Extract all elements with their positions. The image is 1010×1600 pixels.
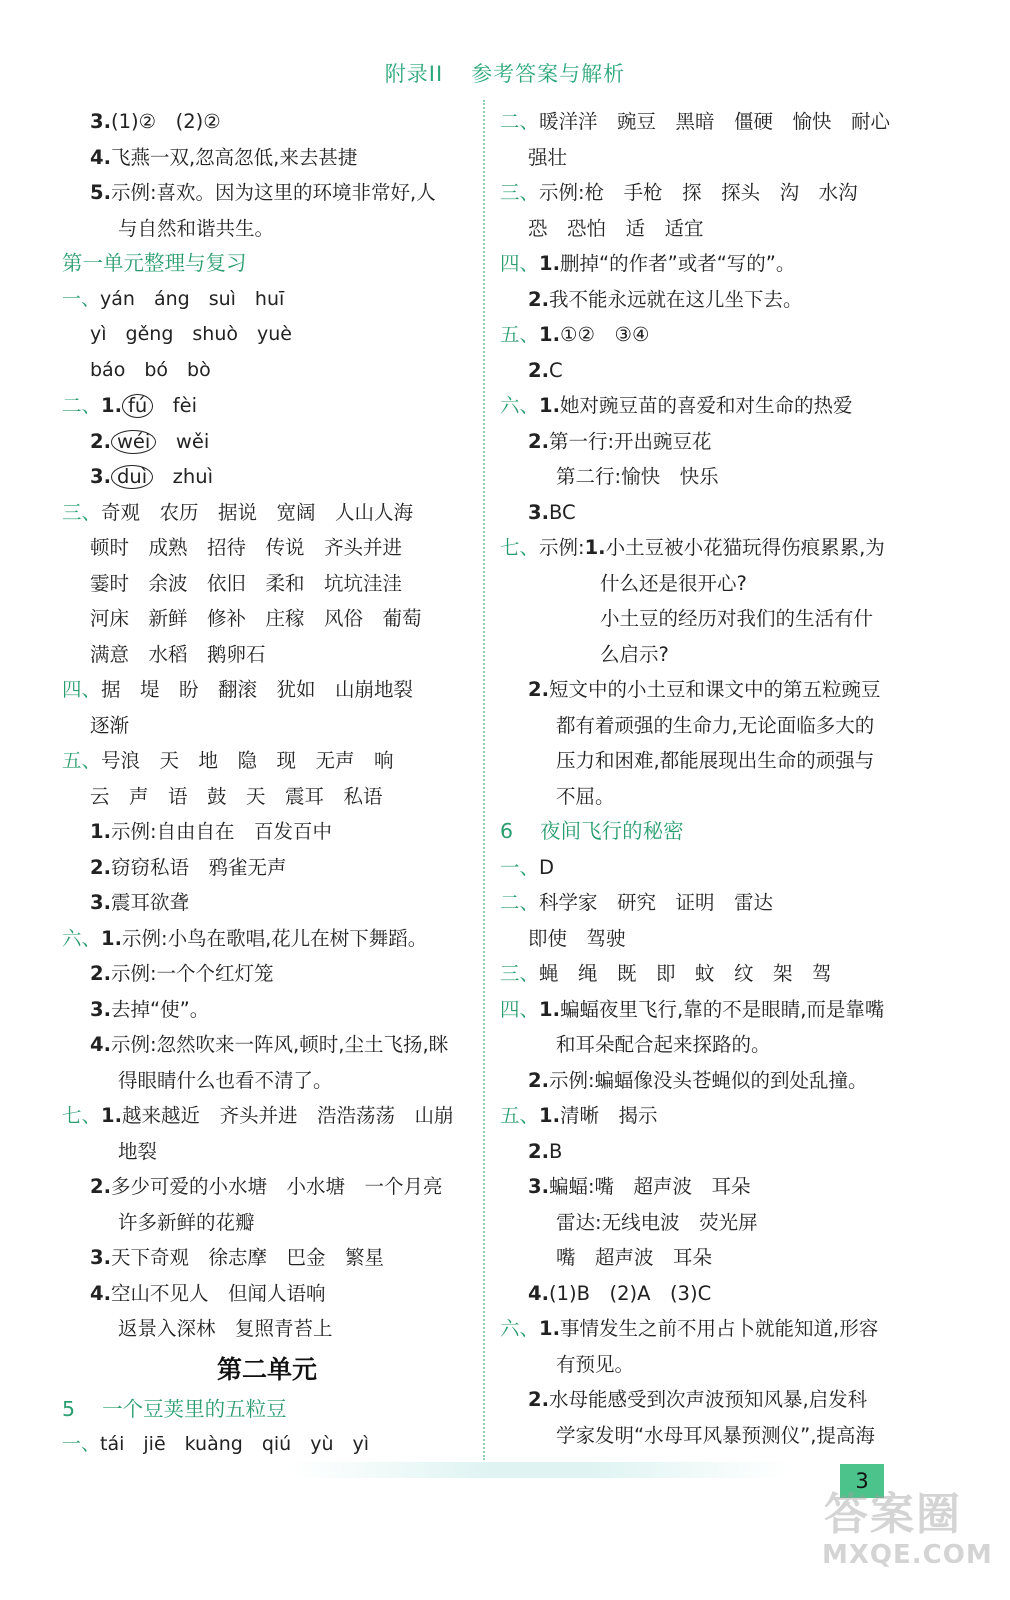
answer-line: 地裂 <box>118 1139 158 1163</box>
page-header <box>0 58 1010 88</box>
answer-line: 四、1.蝙蝠夜里飞行,靠的不是眼睛,而是靠嘴 <box>500 997 885 1021</box>
answer-line: 2.示例:一个个红灯笼 <box>90 962 274 985</box>
answer-line: 即使 驾驶 <box>528 926 626 950</box>
answer-line: 4.空山不见人 但闻人语响 <box>90 1281 326 1305</box>
answer-line: 都有着顽强的生命力,无论面临多大的 <box>556 713 875 737</box>
answer-line: 2.水母能感受到次声波预知风暴,启发科 <box>528 1388 868 1411</box>
answer-line: 恐 恐怕 适 适宜 <box>528 216 704 240</box>
answer-line: 嘴 超声波 耳朵 <box>556 1246 713 1269</box>
answer-line: 3. duì zhuì <box>90 465 214 488</box>
answer-line: 云 声 语 鼓 天 震耳 私语 <box>90 784 383 808</box>
answer-line: 二、科学家 研究 证明 雷达 <box>500 891 774 914</box>
watermark-url: MXQE.COM <box>822 1540 993 1570</box>
answer-line: 5.示例:喜欢。因为这里的环境非常好,人 <box>90 181 436 204</box>
answer-line: 3.去掉“使”。 <box>90 997 210 1021</box>
answer-line: 霎时 余波 依旧 柔和 坑坑洼洼 <box>90 571 403 595</box>
answer-line: 六、1.她对豌豆苗的喜爱和对生命的热爱 <box>500 394 853 417</box>
answer-line: 2.示例:蝙蝠像没头苍蝇似的到处乱撞。 <box>528 1068 868 1092</box>
answer-line: 么启示? <box>600 642 669 666</box>
answer-line: 有预见。 <box>556 1352 635 1376</box>
answer-line: 3.(1)② (2)② <box>90 110 221 133</box>
watermark-logo-text: 答案圈 <box>824 1489 962 1540</box>
answer-line: 2.多少可爱的小水塘 小水塘 一个月亮 <box>90 1175 443 1198</box>
answer-line: 满意 水稻 鹅卵石 <box>90 642 266 666</box>
answer-line: 小土豆的经历对我们的生活有什 <box>600 607 874 630</box>
answer-line: 雷达:无线电波 荧光屏 <box>556 1210 758 1234</box>
answer-line: 四、据 堤 盼 翻滚 犹如 山崩地裂 <box>62 678 414 701</box>
answer-line: 2.短文中的小土豆和课文中的第五粒豌豆 <box>528 678 881 701</box>
answer-line: 2.C <box>528 358 563 382</box>
circled-pinyin: fú <box>122 394 153 418</box>
answer-line: 得眼睛什么也看不清了。 <box>118 1068 333 1092</box>
answer-line: 不屈。 <box>556 784 615 808</box>
answer-line: 3.蝙蝠:嘴 超声波 耳朵 <box>528 1175 751 1198</box>
watermark <box>800 1478 1000 1588</box>
answer-line: 3.BC <box>528 500 576 524</box>
answer-line: báo bó bò <box>90 358 211 381</box>
answer-line: 一、yán áng suì huī <box>62 287 285 310</box>
answer-line: 三、蝇 绳 既 即 蚊 纹 架 驾 <box>500 962 832 985</box>
answer-line: 四、1.删掉“的作者”或者“写的”。 <box>500 252 796 275</box>
answer-line: 五、号浪 天 地 隐 现 无声 响 <box>62 749 394 772</box>
answer-line: 3.震耳欲聋 <box>90 891 189 914</box>
answer-line: 强壮 <box>528 145 568 169</box>
answer-line: 2.窃窃私语 鸦雀无声 <box>90 855 287 879</box>
answer-line: 4.示例:忽然吹来一阵风,顿时,尘土飞扬,眯 <box>90 1033 449 1056</box>
answer-line: 六、1.示例:小鸟在歌唱,花儿在树下舞蹈。 <box>62 926 428 950</box>
answer-line: 三、示例:枪 手枪 探 探头 沟 水沟 <box>500 181 858 204</box>
unit2-heading: 第二单元 <box>216 1354 317 1384</box>
answer-line: 3.天下奇观 徐志摩 巴金 繁星 <box>90 1246 384 1269</box>
answer-line: 2. wéi wěi <box>90 429 210 453</box>
appendix-label: 附录II <box>384 62 444 86</box>
answer-line: 学家发明“水母耳风暴预测仪”,提高海 <box>556 1423 875 1447</box>
lesson-6-title: 6 夜间飞行的秘密 <box>500 819 684 843</box>
right-column <box>500 104 920 1453</box>
answer-line: 五、1.清晰 揭示 <box>500 1104 658 1127</box>
circled-pinyin: duì <box>111 465 153 489</box>
answer-line: 二、暖洋洋 豌豆 黑暗 僵硬 愉快 耐心 <box>500 110 891 133</box>
circled-pinyin: wéi <box>111 430 156 454</box>
answer-line: 1.示例:自由自在 百发百中 <box>90 820 333 843</box>
answer-line: 许多新鲜的花瓣 <box>118 1210 255 1234</box>
answer-line: 七、1.越来越近 齐头并进 浩浩荡荡 山崩 <box>62 1104 454 1127</box>
left-column <box>62 104 472 1463</box>
answer-line: 一、tái jiē kuàng qiú yù yì <box>62 1433 370 1455</box>
answer-line: 压力和困难,都能展现出生命的顽强与 <box>556 749 875 772</box>
answer-line: 4.飞燕一双,忽高忽低,来去甚捷 <box>90 145 358 169</box>
answer-line: 二、1. fú fèi <box>62 394 198 417</box>
footer-band <box>290 1462 790 1478</box>
column-divider <box>483 100 485 1460</box>
answer-line: 2.我不能永远就在这儿坐下去。 <box>528 287 803 311</box>
answer-line: 第二行:愉快 快乐 <box>556 465 719 488</box>
header-title: 参考答案与解析 <box>471 62 626 86</box>
answer-line: 2.B <box>528 1139 563 1163</box>
answer-line: 六、1.事情发生之前不用占卜就能知道,形容 <box>500 1317 879 1340</box>
answer-line: 与自然和谐共生。 <box>118 216 275 240</box>
answer-line: 顿时 成熟 招待 传说 齐头并进 <box>90 536 403 559</box>
answer-line: 五、1.①② ③④ <box>500 323 650 346</box>
unit1-review-title: 第一单元整理与复习 <box>62 251 247 275</box>
answer-line: yì gěng shuò yuè <box>90 323 292 345</box>
answer-line: 河床 新鲜 修补 庄稼 风俗 葡萄 <box>90 607 422 630</box>
answer-line: 返景入深林 复照青苔上 <box>118 1317 333 1340</box>
answer-line: 一、D <box>500 855 555 879</box>
answer-line: 三、奇观 农历 据说 宽阔 人山人海 <box>62 500 414 524</box>
answer-line: 逐渐 <box>90 713 130 737</box>
answer-line: 七、示例:1.小土豆被小花猫玩得伤痕累累,为 <box>500 536 885 559</box>
page-number: 3 <box>840 1464 884 1498</box>
answer-line: 2.第一行:开出豌豆花 <box>528 429 712 453</box>
answer-line: 什么还是很开心? <box>600 571 747 595</box>
answer-line: 4.(1)B (2)A (3)C <box>528 1281 712 1305</box>
lesson-5-title: 5 一个豆荚里的五粒豆 <box>62 1396 287 1421</box>
answer-line: 和耳朵配合起来探路的。 <box>556 1033 771 1056</box>
